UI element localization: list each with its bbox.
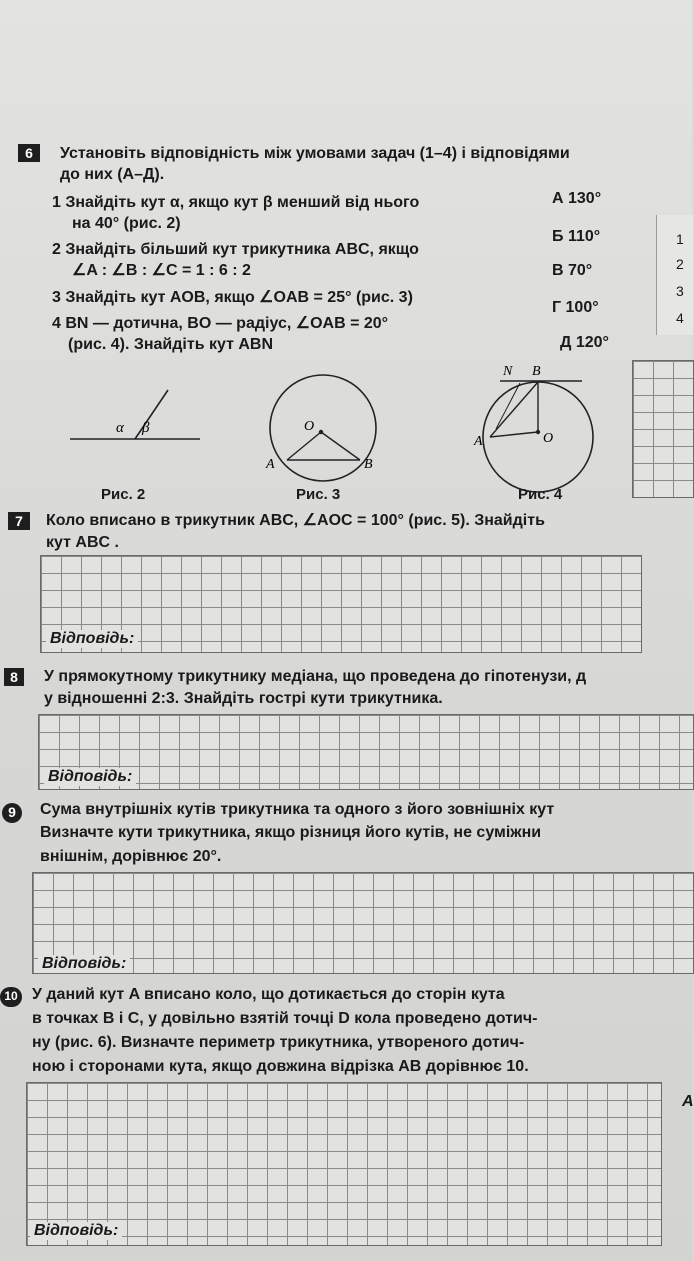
task-9-line-3: внішнім, дорівнює 20°. bbox=[40, 848, 222, 865]
figures-task-6 bbox=[0, 355, 632, 505]
task-6-answer-grid[interactable] bbox=[632, 360, 694, 498]
fig2-caption: Рис. 2 bbox=[101, 486, 146, 503]
task-6-item-2-line-2: ∠A : ∠B : ∠C = 1 : 6 : 2 bbox=[72, 262, 251, 279]
fig3-label-o: O bbox=[304, 419, 315, 434]
task-6-option-b: Б 110° bbox=[552, 228, 601, 245]
task-6-option-a: А 130° bbox=[552, 190, 602, 207]
task-10-line-4: ною і сторонами кута, якщо довжина відрізка AB дорівнює 10. bbox=[32, 1058, 529, 1075]
fig3-radius-ob bbox=[321, 432, 360, 460]
fig4-center-point bbox=[536, 430, 540, 434]
task-7-answer-label: Відповідь: bbox=[46, 630, 138, 648]
task-7-number: 7 bbox=[8, 512, 30, 530]
task-6-intro-line-1: Установіть відповідність між умовами задач (1–4) і відповідями bbox=[60, 145, 570, 162]
task-7-line-2: кут ABC . bbox=[46, 534, 119, 551]
task-8-number: 8 bbox=[4, 668, 24, 686]
fig4-label-b: B bbox=[532, 364, 541, 379]
task-6-intro-line-2: до них (А–Д). bbox=[60, 166, 165, 183]
task-10-side-letter: A bbox=[682, 1093, 694, 1110]
side-number-1: 1 bbox=[676, 231, 684, 247]
task-9-number: 9 bbox=[2, 803, 22, 823]
task-9-line-2: Визначте кути трикутника, якщо різниця його кутів, не суміжни bbox=[40, 824, 542, 841]
fig3-caption: Рис. 3 bbox=[296, 486, 341, 503]
task-6-item-2-line-1: 2 Знайдіть більший кут трикутника ABC, якщо bbox=[52, 241, 419, 258]
task-10-answer-label: Відповідь: bbox=[30, 1222, 122, 1240]
side-number-4: 4 bbox=[676, 310, 684, 326]
task-7-line-1: Коло вписано в трикутник ABC, ∠AOC = 100° (рис. 5). Знайдіть bbox=[46, 512, 545, 529]
fig4-label-a: A bbox=[474, 434, 483, 449]
task-9-line-1: Сума внутрішніх кутів трикутника та одного з його зовнішніх кут bbox=[40, 801, 555, 818]
fig4-chord-ab bbox=[490, 382, 538, 437]
task-6-option-d: Д 120° bbox=[560, 334, 609, 351]
answer-side-panel bbox=[656, 215, 693, 335]
fig2-beta-label: β bbox=[142, 420, 150, 436]
fig4-label-n: N bbox=[503, 364, 513, 379]
task-9-answer-label: Відповідь: bbox=[38, 955, 130, 973]
fig3-label-a: A bbox=[266, 457, 275, 472]
task-9-answer-grid[interactable] bbox=[32, 872, 694, 974]
fig2-alpha-label: α bbox=[116, 420, 124, 436]
task-8-answer-label: Відповідь: bbox=[44, 768, 136, 786]
fig3-label-b: B bbox=[364, 457, 373, 472]
task-6-item-1-line-2: на 40° (рис. 2) bbox=[72, 215, 181, 232]
task-8-line-2: у відношенні 2:3. Знайдіть гострі кути трикутника. bbox=[44, 690, 443, 707]
fig3-center-point bbox=[319, 430, 323, 434]
fig3-circle bbox=[270, 375, 376, 481]
fig3-radius-oa bbox=[287, 432, 321, 460]
task-10-line-1: У даний кут A вписано коло, що дотикається до сторін кута bbox=[32, 986, 505, 1003]
task-6-option-v: В 70° bbox=[552, 262, 593, 279]
task-10-number: 10 bbox=[0, 987, 22, 1007]
task-6-option-g: Г 100° bbox=[552, 299, 599, 316]
task-10-line-3: ну (рис. 6). Визначте периметр трикутника, утвореного дотич- bbox=[32, 1034, 525, 1051]
task-8-answer-grid[interactable] bbox=[38, 714, 694, 790]
task-6-item-4-line-2: (рис. 4). Знайдіть кут ABN bbox=[68, 336, 274, 353]
fig4-caption: Рис. 4 bbox=[518, 486, 563, 503]
task-6-item-4-line-1: 4 BN — дотична, BO — радіус, ∠OAB = 20° bbox=[52, 315, 389, 332]
fig4-label-o: O bbox=[543, 431, 554, 446]
fig4-segment-ao bbox=[490, 432, 538, 437]
task-6-item-3-line-1: 3 Знайдіть кут AOB, якщо ∠OAB = 25° (рис. 3) bbox=[52, 289, 413, 306]
task-8-line-1: У прямокутному трикутнику медіана, що проведена до гіпотенузи, д bbox=[44, 668, 587, 685]
side-number-2: 2 bbox=[676, 256, 684, 272]
task-6-number: 6 bbox=[18, 144, 40, 162]
side-number-3: 3 bbox=[676, 283, 684, 299]
fig2-ray bbox=[135, 390, 168, 439]
task-6-item-1-line-1: 1 Знайдіть кут α, якщо кут β менший від нього bbox=[52, 194, 420, 211]
task-10-line-2: в точках B і C, у довільно взятій точці D кола проведено дотич- bbox=[32, 1010, 538, 1027]
